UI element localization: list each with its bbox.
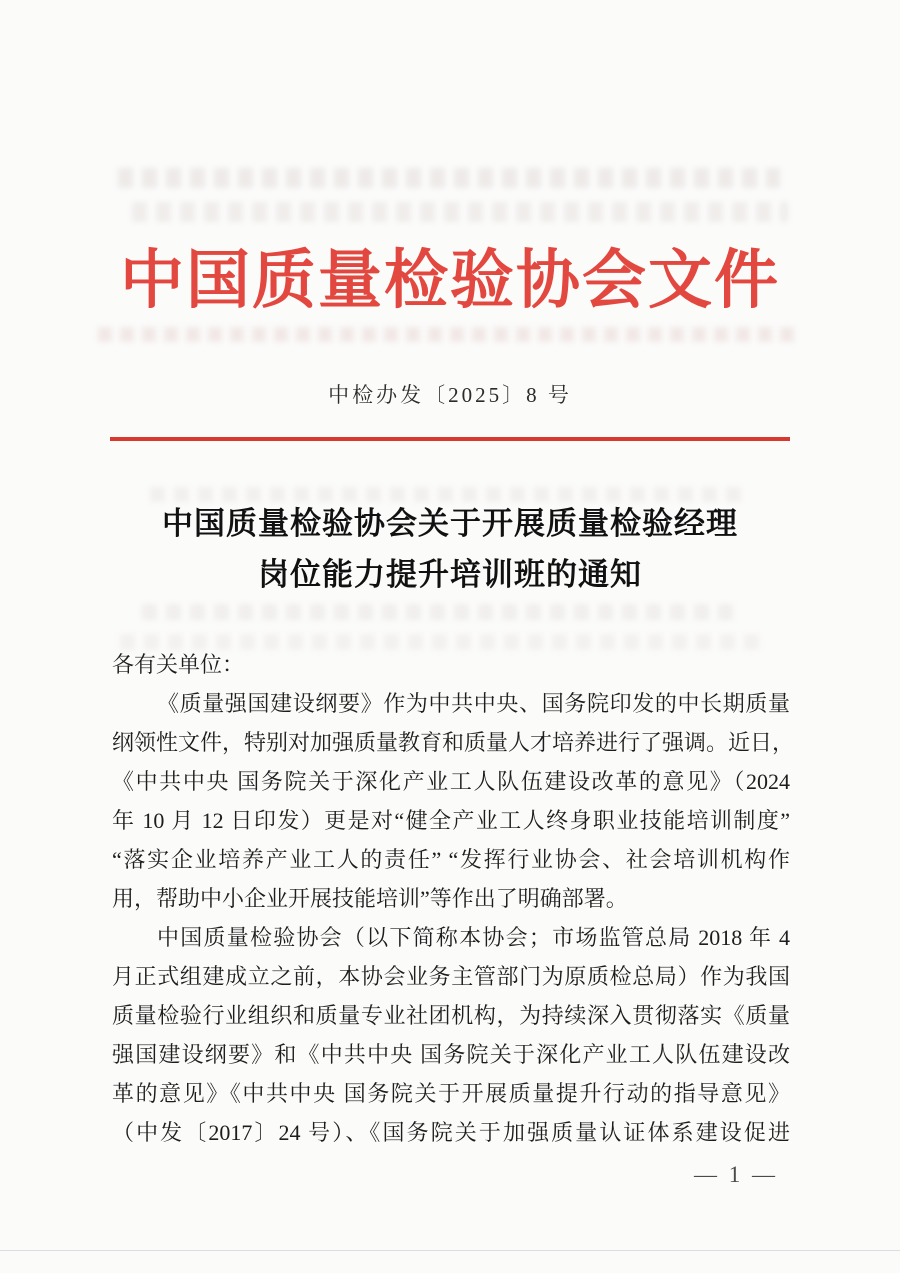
letterhead-divider-rule [110,437,790,441]
body-text-line: 《质量强国建设纲要》作为中共中央、国务院印发的中长期质量 [157,691,790,716]
body-text-line: 《中共中央 国务院关于深化产业工人队伍建设改革的意见》（2024 [112,769,790,794]
letterhead-title: 中国质量检验协会文件 [120,245,780,316]
body-text-line: 中国质量检验协会（以下简称本协会；市场监管总局 2018 年 4 [157,925,790,950]
notice-title-line-2: 岗位能力提升培训班的通知 [258,557,642,592]
body-text-line: 用，帮助中小企业开展技能培训”等作出了明确部署。 [112,886,628,911]
body-text-line: “落实企业培养产业工人的责任” “发挥行业协会、社会培训机构作 [112,847,790,872]
page-number: — 1 — [694,1162,778,1187]
body-text-line: 强国建设纲要》和《中共中央 国务院关于深化产业工人队伍建设改 [112,1042,790,1067]
body-text-line: 月正式组建成立之前，本协会业务主管部门为原质检总局）作为我国 [112,964,790,989]
scan-artifact-line [0,1250,900,1251]
bleed-through-artifact [118,168,780,188]
notice-title [0,498,900,600]
body-text-line: 质量检验行业组织和质量专业社团机构，为持续深入贯彻落实《质量 [112,1003,790,1028]
bleed-through-artifact [132,202,788,222]
notice-title-line-1: 中国质量检验协会关于开展质量检验经理 [162,506,738,541]
bleed-through-artifact [98,327,800,342]
body-text-line: 纲领性文件，特别对加强质量教育和质量人才培养进行了强调。近日， [112,730,795,755]
body-text-line: （中发〔2017〕24 号）、《国务院关于加强质量认证体系建设促进 [112,1120,790,1145]
document-number: 中检办发〔2025〕8 号 [328,383,572,407]
notice-body [112,645,795,1152]
body-text-line: 革的意见》《中共中央 国务院关于开展质量提升行动的指导意见》 [112,1081,790,1106]
bleed-through-artifact [142,604,740,620]
body-text-line: 年 10 月 12 日印发）更是对“健全产业工人终身职业技能培训制度” [112,808,790,833]
body-text-line: 各有关单位： [112,652,245,677]
